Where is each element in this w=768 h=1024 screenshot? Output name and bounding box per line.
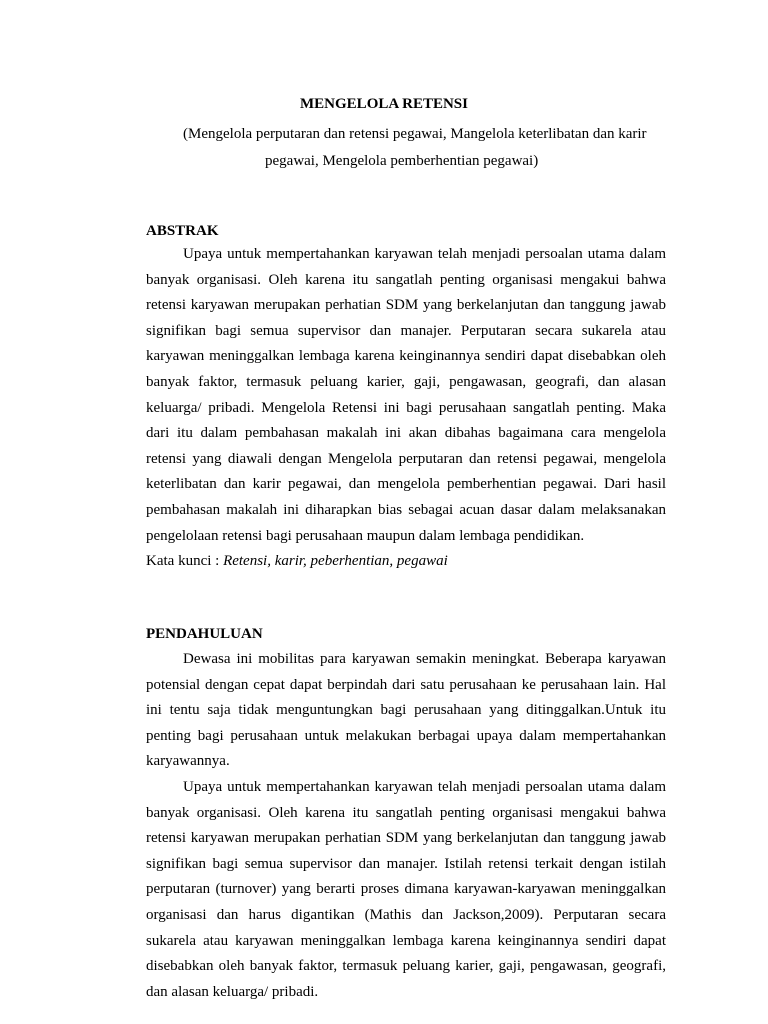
subtitle-line-1: (Mengelola perputaran dan retensi pegawai, Mangelola keterlibatan dan karir [183, 126, 647, 142]
abstract-heading: ABSTRAK [146, 223, 219, 239]
introduction-paragraph-2: Upaya untuk mempertahankan karyawan telah menjadi persoalan utama dalam banyak organisasi. Oleh karena itu sangatlah penting organisasi mengakui bahwa retensi karyawan merupakan perhatian SDM yang berkelanjutan dan tanggung jawab signifikan bagi semua supervisor dan manajer. Istilah retensi terkait dengan istilah perputaran (turnover) yang berarti proses dimana karyawan-karyawan meninggalkan organisasi dan harus digantikan (Mathis dan Jackson,2009). Perputaran secara sukarela atau karyawan meninggalkan lembaga karena keinginannya sendiri dapat disebabkan oleh banyak faktor, termasuk peluang karier, gaji, pengawasan, geografi, dan alasan keluarga/ pribadi. [146, 778, 666, 1000]
abstract-paragraph: Upaya untuk mempertahankan karyawan telah menjadi persoalan utama dalam banyak organisasi. Oleh karena itu sangatlah penting organisasi mengakui bahwa retensi karyawan merupakan perhatian SDM yang berkelanjutan dan tanggung jawab signifikan bagi semua supervisor dan manajer. Perputaran secara sukarela atau karyawan meninggalkan lembaga karena keinginannya sendiri dapat disebabkan oleh banyak faktor, termasuk peluang karier, gaji, pengawasan, geografi, dan alasan keluarga/ pribadi. Mengelola Retensi ini bagi perusahaan sangatlah penting. Maka dari itu dalam pembahasan makalah ini akan dibahas bagaimana cara mengelola retensi yang diawali dengan Mengelola perputaran dan retensi pegawai, mengelola keterlibatan dan karir pegawai, dan mengelola pemberhentian pegawai. Dari hasil pembahasan makalah ini diharapkan bias sebagai acuan dasar dalam melaksanakan pengelolaan retensi bagi perusahaan maupun dalam lembaga pendidikan. [146, 246, 666, 544]
introduction-body [146, 647, 666, 1005]
keywords-value: Retensi, karir, peberhentian, pegawai [223, 553, 448, 570]
abstract-body [146, 242, 666, 575]
subtitle-line-2: pegawai, Mengelola pemberhentian pegawai) [265, 153, 539, 169]
keywords-line [146, 549, 666, 575]
introduction-paragraph-1: Dewasa ini mobilitas para karyawan semakin meningkat. Beberapa karyawan potensial dengan cepat dapat berpindah dari satu perusahaan ke perusahaan lain. Hal ini tentu saja tidak menguntungkan bagi perusahaan yang ditinggalkan.Untuk itu penting bagi perusahaan untuk melakukan berbagai upaya dalam mempertahankan karyawannya. [146, 651, 666, 770]
paper-subtitle [183, 121, 683, 175]
keywords-label: Kata kunci : [146, 553, 224, 570]
paper-title: MENGELOLA RETENSI [300, 96, 468, 112]
introduction-heading: PENDAHULUAN [146, 626, 263, 642]
